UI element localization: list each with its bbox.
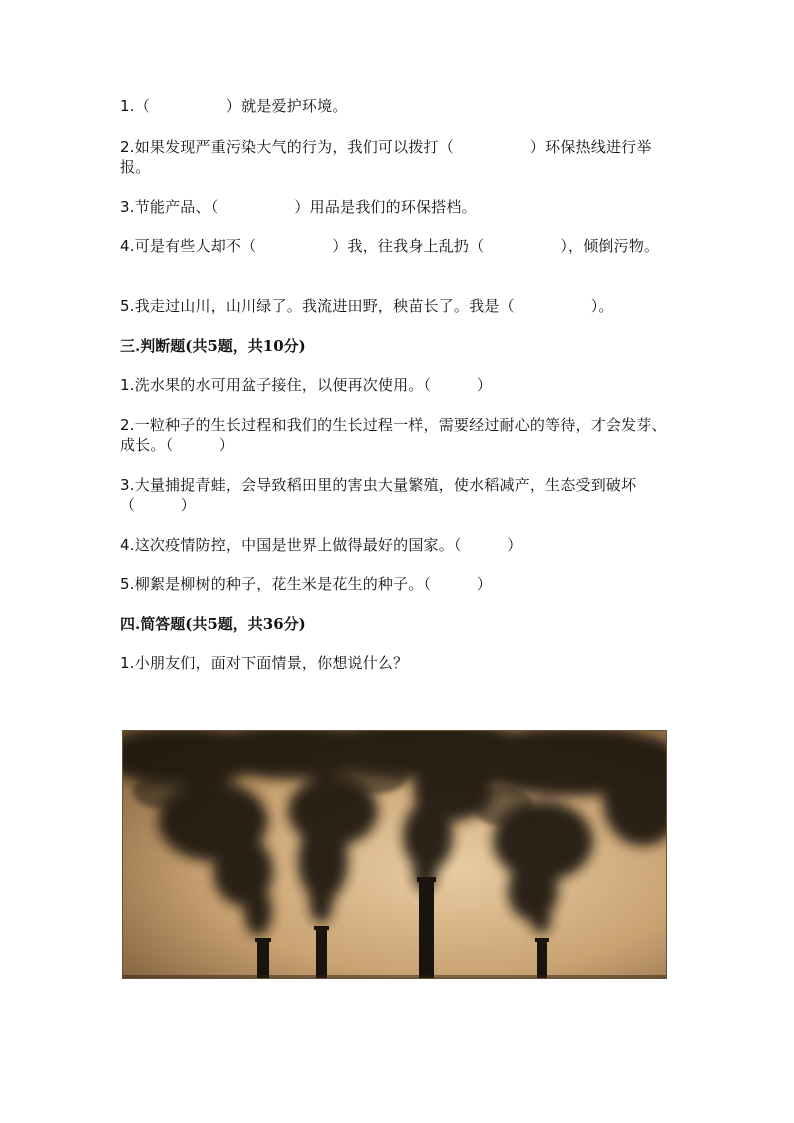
section-heading-judgement: 三.判断题(共5题，共10分)	[120, 337, 306, 355]
fill-question-3: 3.节能产品、（ ）用品是我们的环保搭档。	[120, 198, 477, 216]
fill-question-5: 5.我走过山川，山川绿了。我流进田野，秧苗长了。我是（ ）。	[120, 297, 614, 315]
fill-question-1: 1.（ ）就是爱护环境。	[120, 97, 348, 115]
judge-question-4: 4.这次疫情防控，中国是世界上做得最好的国家。（ ）	[120, 536, 523, 554]
fill-question-2: 2.如果发现严重污染大气的行为，我们可以拨打（ ）环保热线进行举报。	[120, 138, 652, 176]
judge-question-3: 3.大量捕捉青蛙，会导致稻田里的害虫大量繁殖，使水稻减产，生态受到破坏（ ）	[120, 476, 637, 514]
fill-question-4: 4.可是有些人却不（ ）我，往我身上乱扔（ ），倾倒污物。	[120, 237, 660, 255]
judge-question-2: 2.一粒种子的生长过程和我们的生长过程一样，需要经过耐心的等待，才会发芽、成长。（ ）	[120, 416, 667, 454]
smokestack-pollution-photo	[122, 730, 667, 979]
judge-question-1: 1.洗水果的水可用盆子接住，以便再次使用。（ ）	[120, 376, 493, 394]
judge-question-5: 5.柳絮是柳树的种子，花生米是花生的种子。（ ）	[120, 575, 493, 593]
section-heading-short-answer: 四.简答题(共5题，共36分)	[120, 615, 306, 633]
short-answer-question-1: 1.小朋友们，面对下面情景，你想说什么？	[120, 654, 409, 672]
